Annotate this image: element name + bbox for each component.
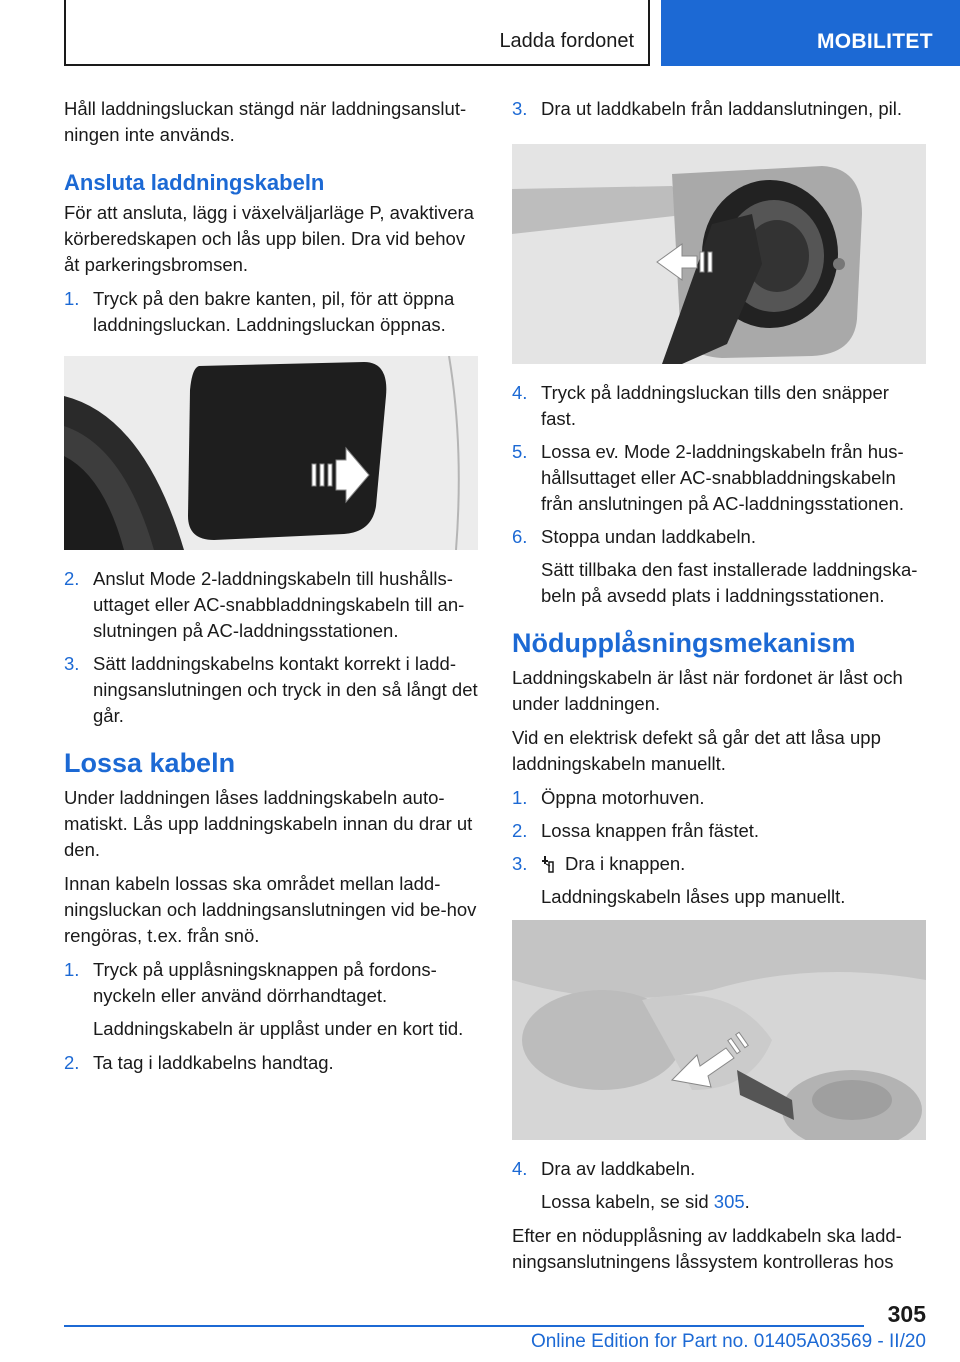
step-number: 6. — [512, 526, 528, 547]
step-number: 2. — [512, 820, 528, 841]
connect-step-2 — [64, 566, 478, 644]
closing-paragraph: Efter en nödupplåsning av laddkabeln ska ladd-ningsanslutningens låssystem kontrolleras hos — [512, 1225, 902, 1272]
connect-paragraph: För att ansluta, lägg i växelväljarläge P, avaktivera körberedskapen och lås upp bilen. Dra vid behov åt parkeringsbromsen. — [64, 202, 474, 275]
step-6 — [512, 524, 926, 550]
release-step-3 — [512, 96, 926, 122]
page-number: 305 — [887, 1301, 926, 1327]
step-number: 2. — [64, 568, 80, 589]
release-step-1 — [64, 957, 478, 1009]
emergency-step-3-note: Laddningskabeln låses upp manuellt. — [541, 886, 846, 907]
emergency-paragraph-1: Laddningskabeln är låst när fordonet är låst och under laddningen. — [512, 667, 903, 714]
release-step-1-note: Laddningskabeln är upplåst under en kort tid. — [93, 1018, 464, 1039]
step-text: Anslut Mode 2-laddningskabeln till hushålls-uttaget eller AC-snabbladdningskabeln till an-slutningen på AC-laddningsstationen. — [93, 568, 465, 641]
left-column — [64, 96, 478, 1083]
heading-connect: Ansluta laddningskabeln — [64, 170, 325, 195]
connect-step-1 — [64, 286, 478, 338]
section-title: Ladda fordonet — [499, 30, 634, 52]
footer-divider — [64, 1325, 864, 1327]
step-4 — [512, 380, 926, 432]
step-text: Stoppa undan laddkabeln. — [541, 526, 756, 547]
step-number: 3. — [64, 653, 80, 674]
figure-unplug-cable — [512, 144, 926, 364]
step-text: Dra ut laddkabeln från laddanslutningen, pil. — [541, 98, 902, 119]
step-text: Tryck på den bakre kanten, pil, för att öppna laddningsluckan. Laddningsluckan öppnas. — [93, 288, 455, 335]
step-text: Tryck på laddningsluckan tills den snäpper fast. — [541, 382, 889, 429]
release-paragraph-2: Innan kabeln lossas ska området mellan ladd-ningsluckan och laddningsanslutningen vid be-hov rengöras, t.ex. från snö. — [64, 873, 477, 946]
emergency-paragraph-2: Vid en elektrisk defekt så går det att låsa upp laddningskabeln manuellt. — [512, 727, 881, 774]
step-number: 4. — [512, 382, 528, 403]
emergency-step-3 — [512, 851, 926, 877]
edition-footer[interactable]: Online Edition for Part no. 01405A03569 - II/20 — [530, 1331, 926, 1352]
step-text: Lossa ev. Mode 2-laddningskabeln från hus-hållsuttaget eller AC-snabbladdningskabeln från anslutningen på AC-laddningsstationen. — [541, 441, 905, 514]
step-number: 1. — [64, 959, 80, 980]
step-text: Dra i knappen. — [565, 853, 686, 874]
cross-ref-text: Lossa kabeln, se sid — [541, 1191, 714, 1212]
figure-charging-flap — [64, 356, 478, 550]
step-text: Sätt laddningskabelns kontakt korrekt i ladd-ningsanslutningen och tryck in den så långt det går. — [93, 653, 478, 726]
charging-flap-illustration — [64, 356, 478, 550]
step-text: Tryck på upplåsningsknappen på fordons-nyckeln eller använd dörrhandtaget. — [93, 959, 437, 1006]
emergency-step-1 — [512, 785, 926, 811]
right-column — [512, 96, 926, 1283]
step-text: Dra av laddkabeln. — [541, 1158, 696, 1179]
step-6-note: Sätt tillbaka den fast installerade laddningska-beln på avsedd plats i laddningsstationen. — [541, 559, 918, 606]
emergency-step-4-note — [512, 1189, 926, 1215]
release-paragraph-1: Under laddningen låses laddningskabeln auto-matiskt. Lås upp laddningskabeln innan du drar ut den. — [64, 787, 473, 860]
emergency-step-2 — [512, 818, 926, 844]
step-number: 5. — [512, 441, 528, 462]
heading-emergency: Nödupplåsningsmekanism — [512, 628, 856, 658]
unplug-cable-illustration — [512, 144, 926, 364]
step-number: 3. — [512, 853, 528, 874]
figure-engine-bay — [512, 920, 926, 1140]
step-text: Ta tag i laddkabelns handtag. — [93, 1052, 334, 1073]
chapter-tab[interactable]: MOBILITET — [661, 0, 960, 66]
intro-paragraph: Håll laddningsluckan stängd när laddningsanslut-ningen inte används. — [64, 98, 467, 145]
step-text: Öppna motorhuven. — [541, 787, 705, 808]
release-step-2 — [64, 1050, 478, 1076]
engine-bay-illustration — [512, 920, 926, 1140]
pull-handle-icon — [541, 855, 555, 873]
step-number: 2. — [64, 1052, 80, 1073]
cross-ref-suffix: . — [744, 1191, 750, 1212]
step-5 — [512, 439, 926, 517]
step-text: Lossa knappen från fästet. — [541, 820, 760, 841]
emergency-step-4 — [512, 1156, 926, 1182]
heading-release: Lossa kabeln — [64, 748, 236, 778]
step-number: 3. — [512, 98, 528, 119]
connect-step-3 — [64, 651, 478, 729]
step-number: 1. — [512, 787, 528, 808]
header-section-box — [64, 0, 650, 66]
page-link[interactable]: 305 — [713, 1191, 745, 1212]
step-number: 1. — [64, 288, 80, 309]
step-number: 4. — [512, 1158, 528, 1179]
